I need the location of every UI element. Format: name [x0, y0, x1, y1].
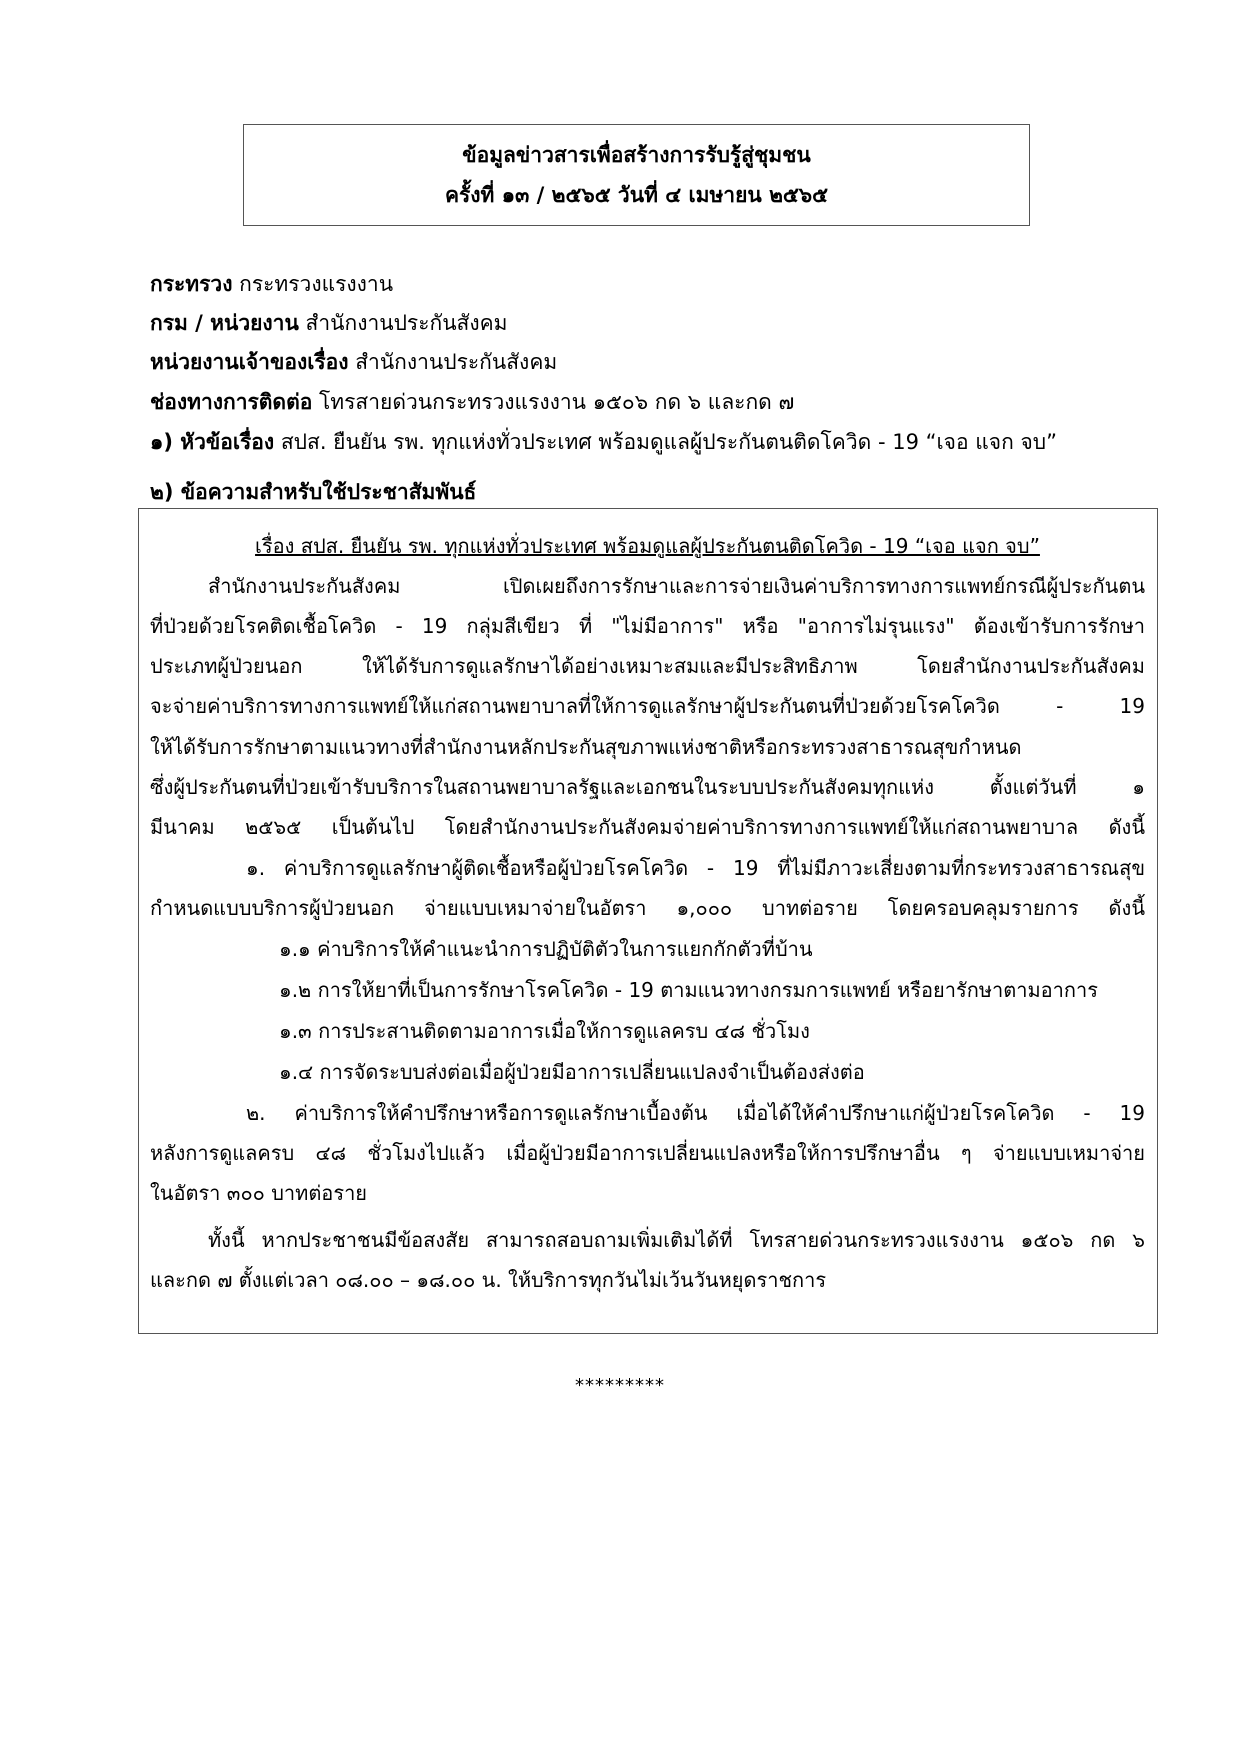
meta-ministry-label: กระทรวง	[150, 272, 233, 296]
meta-contact-label: ช่องทางการติดต่อ	[150, 390, 313, 414]
meta-pr-heading	[150, 476, 476, 508]
body-line: กำหนดแบบบริการผู้ป่วยนอก จ่ายแบบเหมาจ่ายในอัตรา ๑,๐๐๐ บาทต่อราย โดยครอบคลุมรายการ ดังนี้	[150, 896, 1145, 920]
meta-owner-value: สำนักงานประกันสังคม	[355, 350, 558, 374]
body-line: ที่ป่วยด้วยโรคติดเชื้อโควิด - 19 กลุ่มสีเขียว ที่ "ไม่มีอาการ" หรือ "อาการไม่รุนแรง" ต้องเข้ารับการรักษา	[150, 614, 1145, 638]
meta-owner-label: หน่วยงานเจ้าของเรื่อง	[150, 350, 349, 374]
body-line: ทั้งนี้ หากประชาชนมีข้อสงสัย สามารถสอบถามเพิ่มเติมได้ที่ โทรสายด่วนกระทรวงแรงงาน ๑๕๐๖ กด ๖	[208, 1228, 1145, 1252]
body-line: ประเภทผู้ป่วยนอก ให้ได้รับการดูแลรักษาได้อย่างเหมาะสมและมีประสิทธิภาพ โดยสำนักงานประกันสังคม	[150, 654, 1145, 678]
end-marker-stars: *********	[575, 1375, 665, 1396]
document-header-box	[243, 124, 1030, 226]
list-item: ๑.๑ ค่าบริการให้คำแนะนำการปฏิบัติตัวในการแยกกักตัวที่บ้าน	[279, 937, 813, 961]
header-issue-date: ครั้งที่ ๑๓ / ๒๕๖๕ วันที่ ๔ เมษายน ๒๕๖๕	[444, 183, 829, 207]
meta-department-label: กรม / หน่วยงาน	[150, 311, 299, 335]
meta-contact-value: โทรสายด่วนกระทรวงแรงงาน ๑๕๐๖ กด ๖ และกด ๗	[319, 390, 795, 414]
body-line: มีนาคม ๒๕๖๕ เป็นต้นไป โดยสำนักงานประกันสังคมจ่ายค่าบริการทางการแพทย์ให้แก่สถานพยาบาล ดังนี้	[150, 815, 1145, 839]
subject-title: เรื่อง สปส. ยืนยัน รพ. ทุกแห่งทั่วประเทศ พร้อมดูแลผู้ประกันตนติดโควิด - 19 “เจอ แจก จบ”	[255, 534, 1040, 558]
body-line: ๑. ค่าบริการดูแลรักษาผู้ติดเชื้อหรือผู้ป่วยโรคโควิด - 19 ที่ไม่มีภาวะเสี่ยงตามที่กระทรวงสาธารณสุข	[246, 856, 1145, 880]
subject-title-line	[150, 526, 1145, 566]
meta-topic-label: ๑) หัวข้อเรื่อง	[150, 430, 275, 454]
meta-topic-value: สปส. ยืนยัน รพ. ทุกแห่งทั่วประเทศ พร้อมดูแลผู้ประกันตนติดโควิด - 19 “เจอ แจก จบ”	[280, 430, 1058, 454]
meta-department	[150, 307, 508, 339]
body-line: ๒. ค่าบริการให้คำปรึกษาหรือการดูแลรักษาเบื้องต้น เมื่อได้ให้คำปรึกษาแก่ผู้ป่วยโรคโควิด - 19	[246, 1101, 1145, 1125]
body-line: หลังการดูแลครบ ๔๘ ชั่วโมงไปแล้ว เมื่อผู้ป่วยมีอาการเปลี่ยนแปลงหรือให้การปรึกษาอื่น ๆ จ่ายแบบเหมาจ่าย	[150, 1141, 1145, 1165]
body-line: และกด ๗ ตั้งแต่เวลา ๐๘.๐๐ – ๑๘.๐๐ น. ให้บริการทุกวันไม่เว้นวันหยุดราชการ	[150, 1268, 827, 1292]
meta-topic	[150, 426, 1057, 458]
list-item: ๑.๔ การจัดระบบส่งต่อเมื่อผู้ป่วยมีอาการเปลี่ยนแปลงจำเป็นต้องส่งต่อ	[279, 1060, 865, 1084]
body-line: ให้ได้รับการรักษาตามแนวทางที่สำนักงานหลักประกันสุขภาพแห่งชาติหรือกระทรวงสาธารณสุขกำหนด	[150, 735, 1022, 759]
body-line: สำนักงานประกันสังคม เปิดเผยถึงการรักษาและการจ่ายเงินค่าบริการทางการแพทย์กรณีผู้ประกันตน	[208, 574, 1145, 598]
list-item: ๑.๒ การให้ยาที่เป็นการรักษาโรคโควิด - 19 ตามแนวทางกรมการแพทย์ หรือยารักษาตามอาการ	[279, 978, 1098, 1002]
meta-department-value: สำนักงานประกันสังคม	[305, 311, 508, 335]
body-line: ซึ่งผู้ประกันตนที่ป่วยเข้ารับบริการในสถานพยาบาลรัฐและเอกชนในระบบประกันสังคมทุกแห่ง ตั้งแต่วันที่ ๑	[150, 775, 1145, 799]
pr-heading-text: ๒) ข้อความสำหรับใช้ประชาสัมพันธ์	[150, 480, 477, 504]
meta-ministry	[150, 268, 393, 300]
list-item: ๑.๓ การประสานติดตามอาการเมื่อให้การดูแลครบ ๔๘ ชั่วโมง	[279, 1019, 810, 1043]
meta-contact	[150, 386, 794, 418]
body-line: ในอัตรา ๓๐๐ บาทต่อราย	[150, 1181, 368, 1205]
body-line: จะจ่ายค่าบริการทางการแพทย์ให้แก่สถานพยาบาลที่ให้การดูแลรักษาผู้ประกันตนที่ป่วยด้วยโรคโควิด - 19	[150, 694, 1145, 718]
meta-ministry-value: กระทรวงแรงงาน	[239, 272, 394, 296]
meta-owner	[150, 346, 557, 378]
header-title: ข้อมูลข่าวสารเพื่อสร้างการรับรู้สู่ชุมชน	[462, 143, 811, 167]
